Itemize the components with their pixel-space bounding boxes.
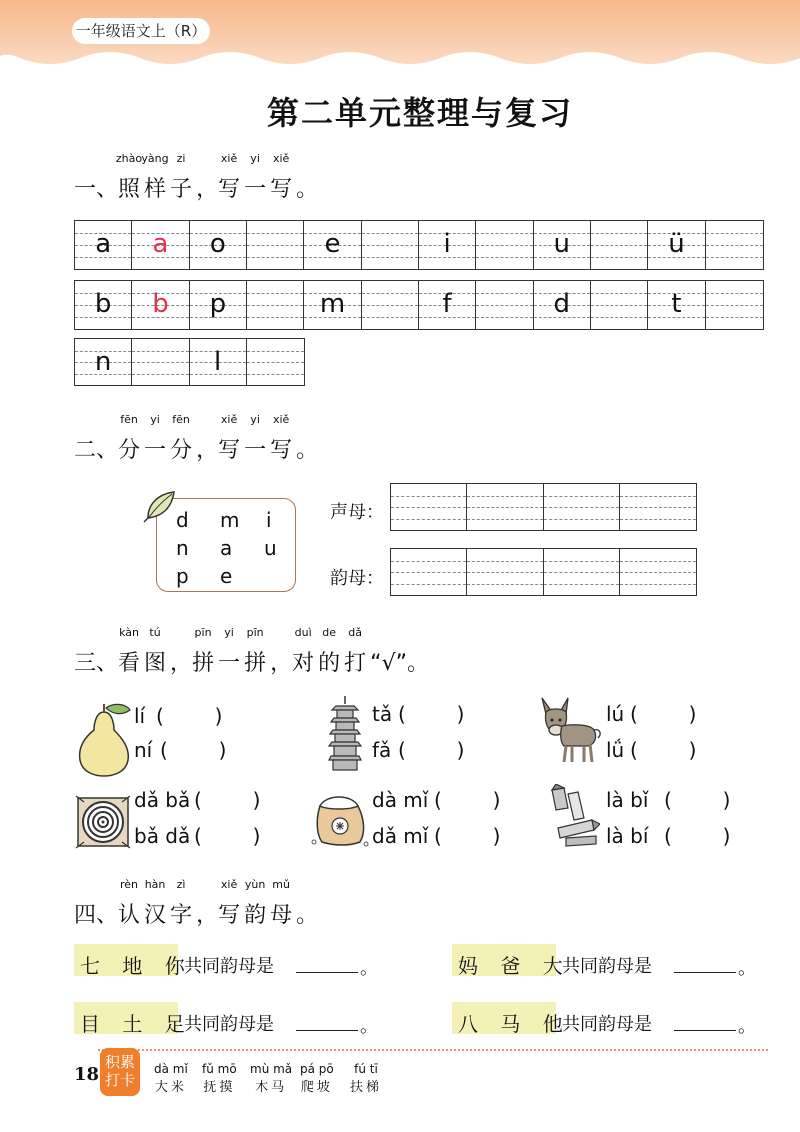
guide-line (476, 305, 532, 306)
section1-heading-hanzi: 一 (244, 177, 267, 202)
grid-cell[interactable] (544, 549, 620, 595)
guide-line (362, 257, 418, 258)
crayon-paren1[interactable]: ( ) (664, 788, 731, 812)
guide-line (247, 374, 304, 375)
section4-heading-hanzi: 韵 (244, 903, 267, 928)
page-title: 第二单元整理与复习 (266, 94, 573, 132)
grid-cell[interactable] (534, 281, 591, 329)
grid-cell[interactable] (419, 221, 476, 269)
group2-prompt: 共同韵母是 (562, 956, 652, 977)
grid-letter: l (214, 347, 222, 377)
group4-period: 。 (738, 1016, 756, 1037)
grid-cell[interactable] (362, 221, 419, 269)
section4-heading-pinyin: xiě (220, 878, 238, 891)
tower-paren2[interactable]: ( ) (398, 738, 465, 762)
section3-heading (74, 626, 429, 677)
guide-line (476, 233, 532, 234)
section1-heading-pinyin: zi (176, 152, 186, 165)
guide-line (591, 257, 647, 258)
section3-heading-char (292, 626, 315, 677)
guide-line (391, 561, 466, 562)
grid-cell[interactable] (75, 339, 132, 385)
target-option1: dǎ bǎ (134, 788, 191, 812)
grid-letter: b (152, 289, 169, 319)
section1-heading-char (141, 152, 169, 203)
guide-line (591, 293, 647, 294)
section3-heading-hanzi: 一 (218, 651, 241, 676)
section3-heading-pinyin: yi (224, 626, 234, 639)
section4-heading-pinyin: zì (176, 878, 186, 891)
section1-heading-pinyin: xiě (220, 152, 238, 165)
target-paren1[interactable]: ( ) (194, 788, 261, 812)
guide-line (247, 233, 303, 234)
donkey-paren1[interactable]: ( ) (630, 702, 697, 726)
grid-cell[interactable] (304, 281, 361, 329)
section1-number: 一、 (74, 177, 119, 202)
grid-cell[interactable] (132, 339, 189, 385)
grid-cell[interactable] (391, 484, 467, 530)
section2-heading-pinyin: yi (250, 413, 260, 426)
section4-heading (74, 878, 319, 929)
word2-chars: 抚摸 (203, 1080, 236, 1095)
word4-chars: 爬坡 (300, 1080, 333, 1095)
donkey-image (538, 696, 604, 766)
guide-line (544, 496, 619, 497)
section3-number: 三、 (74, 651, 119, 676)
section4-heading-char (270, 878, 293, 929)
section3-heading-char (318, 626, 341, 677)
guide-line (706, 293, 763, 294)
grid-cell[interactable] (467, 549, 543, 595)
group4-prompt: 共同韵母是 (562, 1014, 652, 1035)
grid-letter: a (95, 229, 112, 259)
accumulate-badge (100, 1048, 140, 1096)
section3-heading-hanzi: 图 (144, 651, 167, 676)
guide-line (362, 305, 418, 306)
section3-heading-char (244, 626, 267, 677)
group4-answer-blank[interactable] (674, 1030, 736, 1031)
crayon-paren2[interactable]: ( ) (664, 824, 731, 848)
guide-line (620, 507, 696, 508)
initials-label: 声母： (330, 502, 384, 523)
guide-line (620, 572, 696, 573)
guide-line (706, 233, 763, 234)
section4-number: 四、 (74, 903, 119, 928)
pear-option2: ní (134, 738, 153, 762)
guide-line (476, 257, 532, 258)
section2-heading-char (244, 413, 267, 464)
section3-heading-char (118, 626, 141, 677)
guide-line (247, 305, 303, 306)
guide-line (391, 507, 466, 508)
tower-option1: tǎ (372, 702, 393, 726)
rice-bag-image (310, 786, 370, 848)
grid-letter: i (443, 229, 451, 259)
section4-heading-hanzi: 汉 (144, 903, 167, 928)
section4-heading-hanzi: 认 (118, 903, 141, 928)
section3-heading-pinyin: pīn (246, 626, 264, 639)
group3-chars: 目 土 足 (80, 1012, 193, 1036)
grid-letter: t (671, 289, 682, 319)
grid-cell[interactable] (544, 484, 620, 530)
writing-grid-row3 (74, 338, 305, 386)
pagoda-image (328, 696, 362, 772)
letter-e: e (220, 564, 233, 588)
letter-a: a (220, 536, 233, 560)
crayon-option2: là bí (606, 824, 649, 848)
guide-line (247, 362, 304, 363)
section3-heading-pinyin: duì (294, 626, 312, 639)
group2-period: 。 (738, 958, 756, 979)
section2-heading-char (218, 413, 241, 464)
grid-cell[interactable] (304, 221, 361, 269)
guide-line (247, 293, 303, 294)
section1-heading-pinyin: zhào (115, 152, 143, 165)
guide-line (620, 561, 696, 562)
crayon-option1: là bǐ (606, 788, 649, 812)
section4-heading-pinyin: yùn (244, 878, 266, 891)
grid-letter: e (324, 229, 341, 259)
section2-heading-hanzi: 写 (218, 438, 241, 463)
grid-letter: n (94, 347, 112, 377)
group3-answer-blank[interactable] (296, 1030, 358, 1031)
section3-heading-char (192, 626, 215, 677)
rice-option2: dǎ mǐ (372, 824, 429, 848)
grid-letter: f (442, 289, 452, 319)
section4-heading-hanzi: 写 (218, 903, 241, 928)
section3-heading-punct: ， (270, 651, 293, 676)
guide-line (591, 233, 647, 234)
section2-heading-pinyin: yi (150, 413, 160, 426)
section2-heading-punct: 。 (296, 438, 319, 463)
grid-cell[interactable] (534, 221, 591, 269)
grid-cell[interactable] (706, 221, 763, 269)
pear-paren1[interactable]: ( ) (156, 704, 223, 728)
guide-line (247, 257, 303, 258)
section4-heading-char (244, 878, 267, 929)
guide-line (476, 293, 532, 294)
grid-letter: m (319, 289, 346, 319)
guide-line (706, 257, 763, 258)
grid-letter: u (553, 229, 571, 259)
letter-d: d (176, 508, 189, 532)
footer-word-2 (202, 1062, 237, 1095)
group2-chars: 妈 爸 大 (458, 954, 571, 978)
guide-line (544, 519, 619, 520)
footer-word-1 (154, 1062, 188, 1095)
grid-cell[interactable] (591, 221, 648, 269)
badge-line2: 打卡 (104, 1071, 135, 1089)
donkey-paren2[interactable]: ( ) (630, 738, 697, 762)
guide-line (706, 305, 763, 306)
tower-paren1[interactable]: ( ) (398, 702, 465, 726)
section1-heading-punct: 。 (296, 177, 319, 202)
group4-chars: 八 马 他 (458, 1012, 571, 1036)
section4-heading-pinyin: rèn (120, 878, 139, 891)
footer-word-5 (350, 1062, 382, 1095)
guide-line (544, 584, 619, 585)
writing-grid-row1 (74, 220, 764, 270)
finals-grid[interactable] (390, 548, 697, 596)
word1-chars: 大米 (154, 1080, 187, 1095)
section3-heading-char (218, 626, 241, 677)
section2-heading-hanzi: 写 (270, 438, 293, 463)
target-image (74, 794, 132, 850)
grid-cell[interactable] (648, 221, 705, 269)
section3-heading-hanzi: 对 (292, 651, 315, 676)
target-paren2[interactable]: ( ) (194, 824, 261, 848)
section4-heading-pinyin: mǔ (272, 878, 290, 891)
guide-line (391, 496, 466, 497)
section2-heading-char (170, 413, 193, 464)
grid-cell[interactable] (132, 221, 189, 269)
guide-line (706, 317, 763, 318)
grid-cell[interactable] (476, 281, 533, 329)
section3-heading-pinyin: dǎ (348, 626, 363, 639)
guide-line (476, 317, 532, 318)
grid-letter: b (94, 289, 112, 319)
word1-pinyin: dà mǐ (154, 1062, 188, 1076)
section1-heading-hanzi: 样 (144, 177, 167, 202)
initials-grid[interactable] (390, 483, 697, 531)
guide-line (544, 561, 619, 562)
guide-line (544, 507, 619, 508)
grid-cell[interactable] (247, 339, 304, 385)
letter-p: p (176, 564, 189, 588)
section1-heading-char (115, 152, 143, 203)
grid-cell[interactable] (190, 281, 247, 329)
guide-line (620, 496, 696, 497)
word4-pinyin: pá pō (300, 1062, 334, 1076)
section3-heading-char (344, 626, 367, 677)
section1-heading-pinyin: xiě (272, 152, 290, 165)
donkey-option2: lǘ (606, 738, 625, 762)
section2-heading-hanzi: 一 (244, 438, 267, 463)
grid-cell[interactable] (591, 281, 648, 329)
section1-heading-pinyin: yàng (141, 152, 169, 165)
guide-line (247, 317, 303, 318)
group3-prompt: 共同韵母是 (184, 1014, 274, 1035)
guide-line (591, 317, 647, 318)
section1-heading-char (170, 152, 193, 203)
section4-heading-pinyin: hàn (144, 878, 166, 891)
section4-heading-punct: 。 (296, 903, 319, 928)
section1-heading (74, 152, 319, 203)
grid-cell[interactable] (419, 281, 476, 329)
section1-heading-char (270, 152, 293, 203)
grid-cell[interactable] (706, 281, 763, 329)
grid-letter: p (209, 289, 227, 319)
guide-line (391, 584, 466, 585)
grid-cell[interactable] (476, 221, 533, 269)
guide-line (467, 584, 542, 585)
section3-heading-pinyin: de (322, 626, 337, 639)
word5-chars: 扶梯 (350, 1080, 383, 1095)
section3-heading-hanzi: 看 (118, 651, 141, 676)
guide-line (620, 584, 696, 585)
guide-line (132, 362, 188, 363)
letter-i: i (266, 508, 272, 532)
section4-heading-char (144, 878, 167, 929)
guide-line (247, 351, 304, 352)
section1-heading-pinyin: yi (250, 152, 260, 165)
section2-heading-punct: ， (196, 438, 219, 463)
guide-line (391, 572, 466, 573)
section2-heading-pinyin: fēn (120, 413, 138, 426)
section1-heading-punct: ， (196, 177, 219, 202)
rice-paren2[interactable]: ( ) (434, 824, 501, 848)
pear-image (74, 702, 134, 778)
section3-heading-punct: ， (170, 651, 193, 676)
guide-line (132, 374, 188, 375)
section2-heading-hanzi: 分 (170, 438, 193, 463)
section2-number: 二、 (74, 438, 119, 463)
word5-pinyin: fú tī (354, 1062, 378, 1076)
section3-heading-hanzi: 打 (344, 651, 367, 676)
course-label: 一年级语文上（R） (72, 18, 210, 44)
grid-letter: d (553, 289, 571, 319)
footer-divider (98, 1049, 768, 1051)
letter-u: u (264, 536, 277, 560)
grid-cell[interactable] (467, 484, 543, 530)
finals-label: 韵母： (330, 568, 384, 589)
group1-prompt: 共同韵母是 (184, 956, 274, 977)
section4-heading-hanzi: 字 (170, 903, 193, 928)
guide-line (591, 245, 647, 246)
target-option2: bǎ dǎ (134, 824, 191, 848)
section3-heading-pinyin: tú (149, 626, 161, 639)
section2-heading-pinyin: fēn (172, 413, 190, 426)
footer-word-4 (300, 1062, 334, 1095)
group1-period: 。 (360, 958, 378, 979)
guide-line (467, 572, 542, 573)
section2-heading-pinyin: xiě (220, 413, 238, 426)
section2-heading-char (144, 413, 167, 464)
section4-heading-char (118, 878, 141, 929)
section1-heading-hanzi: 照 (118, 177, 141, 202)
section1-heading-hanzi: 子 (170, 177, 193, 202)
grid-letter: a (152, 229, 169, 259)
section2-heading (74, 413, 319, 464)
grid-letter: ü (668, 229, 685, 259)
section3-heading-hanzi: 拼 (192, 651, 215, 676)
section1-heading-hanzi: 写 (270, 177, 293, 202)
badge-line1: 积累 (104, 1053, 135, 1071)
section3-heading-char (144, 626, 167, 677)
pear-paren2[interactable]: ( ) (160, 738, 227, 762)
grid-cell[interactable] (75, 221, 132, 269)
section1-heading-char (244, 152, 267, 203)
section1-heading-hanzi: 写 (218, 177, 241, 202)
grid-cell[interactable] (132, 281, 189, 329)
section3-heading-punct: “√”。 (370, 651, 429, 676)
guide-line (706, 245, 763, 246)
section3-heading-pinyin: pīn (194, 626, 212, 639)
grid-cell[interactable] (648, 281, 705, 329)
guide-line (620, 519, 696, 520)
grid-cell[interactable] (75, 281, 132, 329)
grid-cell[interactable] (247, 281, 304, 329)
grid-letter: o (209, 229, 226, 259)
group2-answer-blank[interactable] (674, 972, 736, 973)
word3-chars: 木马 (255, 1080, 288, 1095)
word2-pinyin: fǔ mō (202, 1062, 237, 1076)
section2-heading-char (270, 413, 293, 464)
guide-line (391, 519, 466, 520)
section4-heading-punct: ， (196, 903, 219, 928)
guide-line (467, 519, 542, 520)
guide-line (362, 317, 418, 318)
letter-n: n (176, 536, 189, 560)
grid-cell[interactable] (620, 484, 696, 530)
section3-heading-pinyin: kàn (119, 626, 139, 639)
guide-line (467, 561, 542, 562)
section2-heading-hanzi: 分 (118, 438, 141, 463)
guide-line (247, 245, 303, 246)
group1-answer-blank[interactable] (296, 972, 358, 973)
grid-cell[interactable] (391, 549, 467, 595)
rice-option1: dà mǐ (372, 788, 429, 812)
grid-cell[interactable] (247, 221, 304, 269)
group3-period: 。 (360, 1016, 378, 1037)
rice-paren1[interactable]: ( ) (434, 788, 501, 812)
guide-line (467, 507, 542, 508)
guide-line (591, 305, 647, 306)
section4-heading-char (218, 878, 241, 929)
section2-heading-hanzi: 一 (144, 438, 167, 463)
writing-grid-row2 (74, 280, 764, 330)
footer-word-3 (250, 1062, 292, 1095)
section4-heading-hanzi: 母 (270, 903, 293, 928)
tower-option2: fǎ (372, 738, 392, 762)
group1-chars: 七 地 你 (80, 954, 193, 978)
guide-line (476, 245, 532, 246)
donkey-option1: lú (606, 702, 625, 726)
guide-line (467, 496, 542, 497)
guide-line (362, 245, 418, 246)
section2-heading-pinyin: xiě (272, 413, 290, 426)
section3-heading-hanzi: 的 (318, 651, 341, 676)
section4-heading-char (170, 878, 193, 929)
grid-cell[interactable] (190, 221, 247, 269)
section3-heading-hanzi: 拼 (244, 651, 267, 676)
guide-line (544, 572, 619, 573)
guide-line (362, 233, 418, 234)
grid-cell[interactable] (190, 339, 247, 385)
grid-cell[interactable] (362, 281, 419, 329)
pear-option1: lí (134, 704, 146, 728)
section1-heading-char (218, 152, 241, 203)
guide-line (362, 293, 418, 294)
word3-pinyin: mù mǎ (250, 1062, 293, 1076)
grid-cell[interactable] (620, 549, 696, 595)
letter-m: m (220, 508, 240, 532)
page-number: 18 (74, 1064, 100, 1085)
section2-heading-char (118, 413, 141, 464)
crayon-image (544, 784, 600, 848)
guide-line (132, 351, 188, 352)
